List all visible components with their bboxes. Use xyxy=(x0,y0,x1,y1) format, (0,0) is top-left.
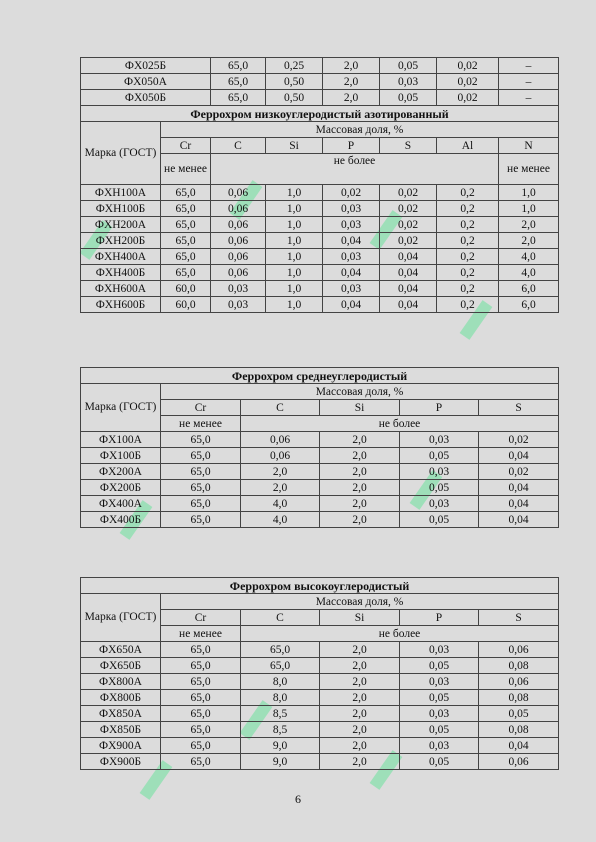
value-cell: 2,0 xyxy=(320,690,400,706)
value-cell: 2,0 xyxy=(241,480,320,496)
grade-cell: ФХН200А xyxy=(81,217,161,233)
element-header: C xyxy=(211,138,266,154)
value-cell: 2,0 xyxy=(499,233,559,249)
value-cell: 9,0 xyxy=(241,738,320,754)
element-header: S xyxy=(380,138,437,154)
grade-cell: ФХ100Б xyxy=(81,448,161,464)
value-cell: 0,03 xyxy=(323,201,380,217)
not-less-label: не менее xyxy=(499,154,559,185)
value-cell: 65,0 xyxy=(161,690,241,706)
value-cell: 65,0 xyxy=(161,201,211,217)
value-cell: 0,02 xyxy=(479,432,559,448)
mark-header: Марка (ГОСТ) xyxy=(81,384,161,432)
value-cell: 4,0 xyxy=(499,265,559,281)
value-cell: 0,05 xyxy=(400,690,479,706)
value-cell: 0,02 xyxy=(380,217,437,233)
grade-cell: ФХ200Б xyxy=(81,480,161,496)
value-cell: 65,0 xyxy=(161,496,241,512)
value-cell: 0,05 xyxy=(400,658,479,674)
value-cell: 1,0 xyxy=(499,185,559,201)
value-cell: 60,0 xyxy=(161,297,211,313)
value-cell: 0,04 xyxy=(479,512,559,528)
value-cell: 0,50 xyxy=(266,74,323,90)
table-row xyxy=(81,754,559,770)
element-header: C xyxy=(241,400,320,416)
element-header: P xyxy=(400,400,479,416)
table-medium-carbon xyxy=(80,367,559,528)
element-header: Al xyxy=(437,138,499,154)
value-cell: – xyxy=(499,58,559,74)
table-high-carbon xyxy=(80,577,559,770)
value-cell: 6,0 xyxy=(499,297,559,313)
value-cell: 0,04 xyxy=(380,297,437,313)
grade-cell: ФХ025Б xyxy=(81,58,211,74)
value-cell: 65,0 xyxy=(161,754,241,770)
grade-cell: ФХ650Б xyxy=(81,658,161,674)
value-cell: 0,05 xyxy=(479,706,559,722)
table-top-rows xyxy=(81,58,559,106)
element-header: S xyxy=(479,400,559,416)
value-cell: 65,0 xyxy=(161,432,241,448)
grade-cell: ФХ650А xyxy=(81,642,161,658)
value-cell: 0,04 xyxy=(479,738,559,754)
value-cell: 0,2 xyxy=(437,201,499,217)
value-cell: 0,03 xyxy=(323,281,380,297)
value-cell: 0,02 xyxy=(479,464,559,480)
value-cell: 0,50 xyxy=(266,90,323,106)
value-cell: 0,05 xyxy=(380,58,437,74)
element-header: N xyxy=(499,138,559,154)
value-cell: 60,0 xyxy=(161,281,211,297)
value-cell: 1,0 xyxy=(499,201,559,217)
value-cell: 0,04 xyxy=(323,297,380,313)
value-cell: 0,2 xyxy=(437,185,499,201)
table-row xyxy=(81,448,559,464)
value-cell: 0,06 xyxy=(211,217,266,233)
value-cell: 0,03 xyxy=(211,297,266,313)
value-cell: 65,0 xyxy=(161,658,241,674)
table-body xyxy=(81,432,559,528)
value-cell: 0,03 xyxy=(400,432,479,448)
value-cell: 0,06 xyxy=(211,249,266,265)
value-cell: 0,02 xyxy=(380,201,437,217)
table-row xyxy=(81,281,559,297)
grade-cell: ФХ100А xyxy=(81,432,161,448)
not-less-label: не менее xyxy=(161,416,241,432)
grade-cell: ФХ400Б xyxy=(81,512,161,528)
value-cell: 2,0 xyxy=(320,658,400,674)
value-cell: 0,03 xyxy=(400,674,479,690)
value-cell: 2,0 xyxy=(320,432,400,448)
value-cell: 65,0 xyxy=(161,265,211,281)
value-cell: 2,0 xyxy=(320,674,400,690)
grade-cell: ФХН400А xyxy=(81,249,161,265)
value-cell: 0,02 xyxy=(380,185,437,201)
value-cell: 2,0 xyxy=(320,754,400,770)
element-header: Cr xyxy=(161,138,211,154)
value-cell: 1,0 xyxy=(266,249,323,265)
table-row xyxy=(81,464,559,480)
value-cell: 0,04 xyxy=(380,281,437,297)
value-cell: 65,0 xyxy=(161,480,241,496)
element-header: Cr xyxy=(161,400,241,416)
element-header: Si xyxy=(320,400,400,416)
grade-cell: ФХ900Б xyxy=(81,754,161,770)
table-low-carbon-nitrided xyxy=(80,57,559,313)
value-cell: 8,5 xyxy=(241,706,320,722)
table-row xyxy=(81,480,559,496)
element-header: C xyxy=(241,610,320,626)
value-cell: 2,0 xyxy=(320,464,400,480)
value-cell: 0,02 xyxy=(323,185,380,201)
not-more-label: не более xyxy=(241,626,559,642)
value-cell: 1,0 xyxy=(266,265,323,281)
value-cell: 0,05 xyxy=(400,480,479,496)
value-cell: 0,03 xyxy=(400,496,479,512)
value-cell: 0,03 xyxy=(380,74,437,90)
table-row xyxy=(81,249,559,265)
value-cell: 0,04 xyxy=(479,448,559,464)
value-cell: 1,0 xyxy=(266,233,323,249)
grade-cell: ФХН600Б xyxy=(81,297,161,313)
not-more-label: не более xyxy=(241,416,559,432)
table-row xyxy=(81,58,559,74)
element-header: S xyxy=(479,610,559,626)
table-body xyxy=(81,185,559,313)
value-cell: 2,0 xyxy=(320,706,400,722)
value-cell: 65,0 xyxy=(161,722,241,738)
value-cell: 0,05 xyxy=(400,512,479,528)
value-cell: 0,03 xyxy=(400,642,479,658)
grade-cell: ФХ850Б xyxy=(81,722,161,738)
grade-cell: ФХ200А xyxy=(81,464,161,480)
value-cell: 2,0 xyxy=(320,496,400,512)
value-cell: – xyxy=(499,74,559,90)
value-cell: 0,08 xyxy=(479,722,559,738)
value-cell: 0,02 xyxy=(380,233,437,249)
value-cell: 0,06 xyxy=(479,674,559,690)
table-title: Феррохром высокоуглеродистый xyxy=(81,578,559,594)
value-cell: 0,06 xyxy=(211,185,266,201)
value-cell: 0,05 xyxy=(400,448,479,464)
value-cell: 0,2 xyxy=(437,297,499,313)
value-cell: 0,06 xyxy=(479,642,559,658)
value-cell: 0,03 xyxy=(400,706,479,722)
value-cell: 0,06 xyxy=(211,233,266,249)
value-cell: – xyxy=(499,90,559,106)
table-row xyxy=(81,265,559,281)
value-cell: 0,03 xyxy=(323,217,380,233)
value-cell: 0,03 xyxy=(400,464,479,480)
value-cell: 65,0 xyxy=(241,642,320,658)
value-cell: 0,2 xyxy=(437,265,499,281)
value-cell: 2,0 xyxy=(320,642,400,658)
value-cell: 65,0 xyxy=(161,674,241,690)
value-cell: 2,0 xyxy=(320,512,400,528)
table-row xyxy=(81,642,559,658)
table-body xyxy=(81,642,559,770)
mass-header: Массовая доля, % xyxy=(161,594,559,610)
value-cell: 0,2 xyxy=(437,249,499,265)
value-cell: 2,0 xyxy=(320,722,400,738)
value-cell: 2,0 xyxy=(323,90,380,106)
table-row xyxy=(81,432,559,448)
table-row xyxy=(81,722,559,738)
element-header: P xyxy=(400,610,479,626)
table-row xyxy=(81,706,559,722)
value-cell: 0,06 xyxy=(211,265,266,281)
value-cell: 65,0 xyxy=(211,90,266,106)
value-cell: 2,0 xyxy=(320,738,400,754)
not-more-label: не более xyxy=(211,154,499,185)
value-cell: 0,03 xyxy=(400,738,479,754)
table-row xyxy=(81,217,559,233)
value-cell: 0,2 xyxy=(437,281,499,297)
table-row xyxy=(81,233,559,249)
table-title: Феррохром среднеуглеродистый xyxy=(81,368,559,384)
mark-header: Марка (ГОСТ) xyxy=(81,594,161,642)
value-cell: 65,0 xyxy=(211,58,266,74)
value-cell: 0,06 xyxy=(241,432,320,448)
value-cell: 0,03 xyxy=(323,249,380,265)
element-header: P xyxy=(323,138,380,154)
value-cell: 65,0 xyxy=(241,658,320,674)
grade-cell: ФХН600А xyxy=(81,281,161,297)
grade-cell: ФХН400Б xyxy=(81,265,161,281)
value-cell: 1,0 xyxy=(266,281,323,297)
mark-header: Марка (ГОСТ) xyxy=(81,122,161,185)
grade-cell: ФХ800Б xyxy=(81,690,161,706)
value-cell: 65,0 xyxy=(161,642,241,658)
element-header: Cr xyxy=(161,610,241,626)
value-cell: 0,2 xyxy=(437,233,499,249)
value-cell: 2,0 xyxy=(320,480,400,496)
value-cell: 4,0 xyxy=(241,512,320,528)
value-cell: 0,08 xyxy=(479,658,559,674)
value-cell: 4,0 xyxy=(241,496,320,512)
value-cell: 1,0 xyxy=(266,297,323,313)
value-cell: 0,04 xyxy=(323,233,380,249)
grade-cell: ФХ800А xyxy=(81,674,161,690)
value-cell: 0,08 xyxy=(479,690,559,706)
not-less-label: не менее xyxy=(161,626,241,642)
value-cell: 65,0 xyxy=(161,217,211,233)
grade-cell: ФХ050Б xyxy=(81,90,211,106)
grade-cell: ФХН100А xyxy=(81,185,161,201)
table-row xyxy=(81,185,559,201)
value-cell: 2,0 xyxy=(499,217,559,233)
not-less-label: не менее xyxy=(161,154,211,185)
value-cell: 0,05 xyxy=(380,90,437,106)
table-row xyxy=(81,512,559,528)
value-cell: 65,0 xyxy=(161,706,241,722)
value-cell: 2,0 xyxy=(241,464,320,480)
value-cell: 0,02 xyxy=(437,74,499,90)
value-cell: 8,0 xyxy=(241,690,320,706)
value-cell: 0,06 xyxy=(241,448,320,464)
value-cell: 65,0 xyxy=(161,464,241,480)
table-row xyxy=(81,738,559,754)
value-cell: 2,0 xyxy=(323,74,380,90)
page-number: 6 xyxy=(295,792,301,806)
grade-cell: ФХ400А xyxy=(81,496,161,512)
grade-cell: ФХ900А xyxy=(81,738,161,754)
value-cell: 9,0 xyxy=(241,754,320,770)
value-cell: 4,0 xyxy=(499,249,559,265)
table-title: Феррохром низкоуглеродистый азотированный xyxy=(81,106,559,122)
value-cell: 0,04 xyxy=(380,265,437,281)
value-cell: 6,0 xyxy=(499,281,559,297)
grade-cell: ФХ850А xyxy=(81,706,161,722)
value-cell: 65,0 xyxy=(211,74,266,90)
value-cell: 0,05 xyxy=(400,754,479,770)
table-row xyxy=(81,201,559,217)
value-cell: 0,25 xyxy=(266,58,323,74)
value-cell: 8,0 xyxy=(241,674,320,690)
value-cell: 0,06 xyxy=(479,754,559,770)
value-cell: 8,5 xyxy=(241,722,320,738)
value-cell: 65,0 xyxy=(161,448,241,464)
value-cell: 0,02 xyxy=(437,90,499,106)
value-cell: 1,0 xyxy=(266,201,323,217)
value-cell: 2,0 xyxy=(320,448,400,464)
value-cell: 2,0 xyxy=(323,58,380,74)
element-header: Si xyxy=(266,138,323,154)
value-cell: 0,04 xyxy=(323,265,380,281)
value-cell: 0,03 xyxy=(211,281,266,297)
value-cell: 0,04 xyxy=(479,496,559,512)
value-cell: 65,0 xyxy=(161,512,241,528)
table-row xyxy=(81,74,559,90)
value-cell: 0,05 xyxy=(400,722,479,738)
table-row xyxy=(81,658,559,674)
mass-header: Массовая доля, % xyxy=(161,122,559,138)
value-cell: 1,0 xyxy=(266,185,323,201)
grade-cell: ФХН200Б xyxy=(81,233,161,249)
value-cell: 0,04 xyxy=(479,480,559,496)
mass-header: Массовая доля, % xyxy=(161,384,559,400)
value-cell: 65,0 xyxy=(161,233,211,249)
value-cell: 65,0 xyxy=(161,738,241,754)
element-header: Si xyxy=(320,610,400,626)
value-cell: 65,0 xyxy=(161,249,211,265)
value-cell: 0,02 xyxy=(437,58,499,74)
value-cell: 0,04 xyxy=(380,249,437,265)
value-cell: 0,06 xyxy=(211,201,266,217)
table-row xyxy=(81,496,559,512)
table-row xyxy=(81,690,559,706)
table-row xyxy=(81,297,559,313)
table-row xyxy=(81,90,559,106)
grade-cell: ФХН100Б xyxy=(81,201,161,217)
value-cell: 65,0 xyxy=(161,185,211,201)
table-row xyxy=(81,674,559,690)
grade-cell: ФХ050А xyxy=(81,74,211,90)
value-cell: 0,2 xyxy=(437,217,499,233)
value-cell: 1,0 xyxy=(266,217,323,233)
